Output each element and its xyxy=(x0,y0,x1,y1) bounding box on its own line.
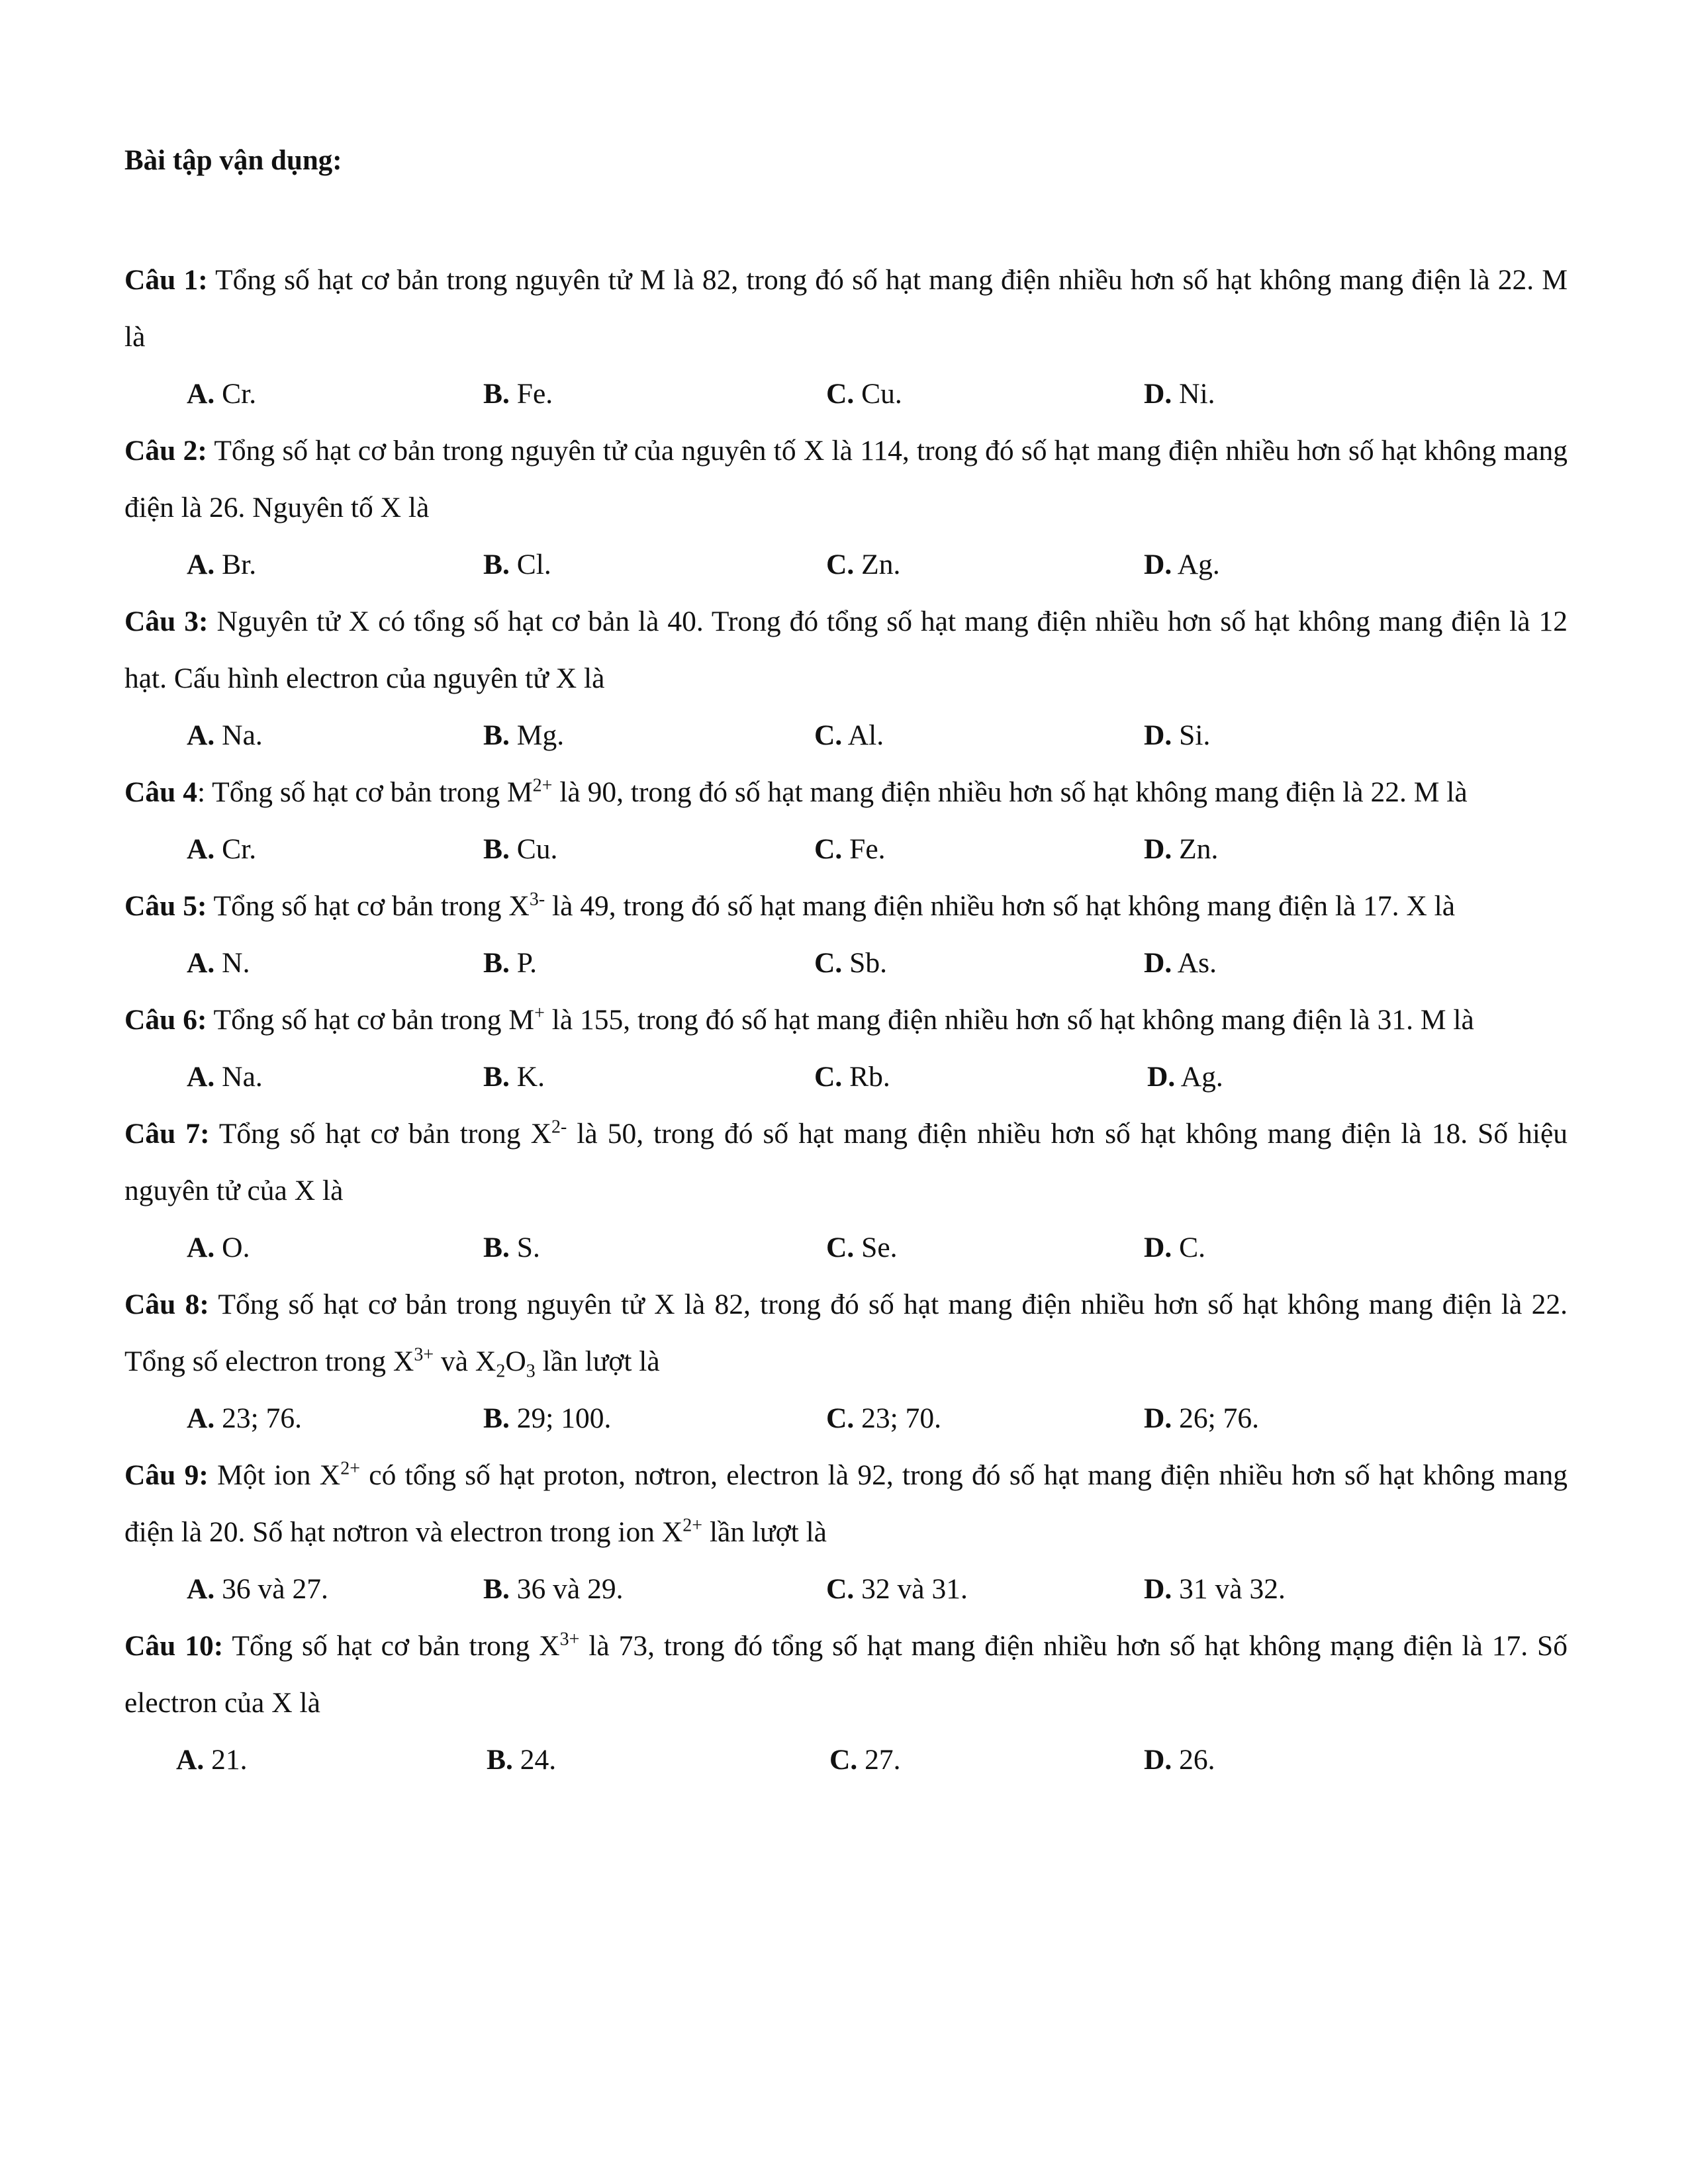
question-label: Câu 1: xyxy=(124,264,208,296)
option-text: Sb. xyxy=(842,947,887,979)
option-text: 21. xyxy=(204,1744,248,1776)
option-letter: A. xyxy=(187,947,215,979)
option-text: Cr. xyxy=(214,833,257,865)
option-a xyxy=(187,1390,302,1447)
stem-text: Tổng số hạt cơ bản trong X xyxy=(223,1630,560,1662)
option-d xyxy=(1144,1390,1259,1447)
option-a xyxy=(187,1561,328,1617)
option-b xyxy=(483,934,537,991)
option-text: Ag. xyxy=(1172,549,1220,580)
answer-options xyxy=(124,934,1568,991)
option-letter: D. xyxy=(1144,947,1172,979)
option-letter: A. xyxy=(187,719,215,751)
option-d xyxy=(1144,365,1215,422)
option-letter: C. xyxy=(826,1232,855,1263)
option-text: Na. xyxy=(214,1061,263,1093)
option-c xyxy=(826,365,902,422)
option-letter: B. xyxy=(483,833,510,865)
option-letter: D. xyxy=(1144,378,1172,410)
stem-text: Tổng số hạt cơ bản trong X xyxy=(209,1118,551,1150)
stem-text: có tổng số hạt proton, nơtron, electron là 92, trong đó số hạt mang điện nhiều hơn số hạt không mang điện là 20. Số hạt nơtron và electron trong ion X xyxy=(124,1459,1568,1548)
option-letter: A. xyxy=(187,1573,215,1605)
answer-options xyxy=(124,1048,1568,1105)
option-d xyxy=(1144,707,1210,764)
option-d xyxy=(1147,1048,1223,1105)
option-b xyxy=(483,1390,611,1447)
option-c xyxy=(826,536,900,593)
option-text: Al. xyxy=(842,719,884,751)
option-text: Rb. xyxy=(842,1061,890,1093)
option-letter: B. xyxy=(483,1061,510,1093)
stem-text: Nguyên tử X có tổng số hạt cơ bản là 40. Trong đó tổng số hạt mang điện nhiều hơn số hạt không mang điện là 12 hạt. Cấu hình electron của nguyên tử X là xyxy=(124,606,1568,694)
option-b xyxy=(483,1561,623,1617)
stem-text: là 50, trong đó số hạt mang điện nhiều hơn số hạt không mang điện là 18. Số hiệu nguyên tử của X là xyxy=(124,1118,1568,1206)
stem-text: lần lượt là xyxy=(535,1345,660,1377)
stem-text: Tổng số hạt cơ bản trong nguyên tử M là 82, trong đó số hạt mang điện nhiều hơn số hạt không mang điện là 22. M là xyxy=(124,264,1568,353)
option-text: Zn. xyxy=(854,549,901,580)
option-text: Cu. xyxy=(854,378,902,410)
stem-text: Tổng số hạt cơ bản trong nguyên tử của nguyên tố X là 114, trong đó số hạt mang điện nhiều hơn số hạt không mang điện là 26. Nguyên tố X là xyxy=(124,435,1568,523)
stem-text: : Tổng số hạt cơ bản trong M xyxy=(197,776,533,808)
option-a xyxy=(187,536,256,593)
option-text: C. xyxy=(1172,1232,1206,1263)
option-text: 27. xyxy=(857,1744,901,1776)
option-text: 36 và 27. xyxy=(214,1573,328,1605)
option-b xyxy=(483,821,557,878)
option-letter: C. xyxy=(826,1402,855,1434)
option-text: 23; 70. xyxy=(854,1402,942,1434)
question-list xyxy=(124,251,1568,1788)
option-letter: B. xyxy=(483,1573,510,1605)
option-letter: C. xyxy=(826,549,855,580)
option-d xyxy=(1144,536,1220,593)
option-letter: A. xyxy=(187,1232,215,1263)
answer-options xyxy=(124,1561,1568,1617)
stem-text: Tổng số hạt cơ bản trong X xyxy=(207,890,530,922)
subscript-index: 3 xyxy=(526,1361,536,1382)
option-text: Fe. xyxy=(509,378,553,410)
option-d xyxy=(1144,1731,1215,1788)
question-label: Câu 8: xyxy=(124,1289,209,1320)
option-a xyxy=(187,707,263,764)
question-stem xyxy=(124,251,1568,365)
question-label: Câu 3: xyxy=(124,606,209,637)
question-6 xyxy=(124,991,1568,1105)
option-letter: A. xyxy=(187,1402,215,1434)
option-a xyxy=(187,365,256,422)
option-text: Mg. xyxy=(509,719,565,751)
option-letter: B. xyxy=(483,378,510,410)
option-text: 31 và 32. xyxy=(1172,1573,1286,1605)
option-c xyxy=(814,934,887,991)
question-7 xyxy=(124,1105,1568,1276)
option-letter: A. xyxy=(187,378,215,410)
option-c xyxy=(826,1219,898,1276)
question-stem xyxy=(124,764,1568,821)
option-letter: B. xyxy=(483,947,510,979)
option-letter: D. xyxy=(1144,1232,1172,1263)
answer-options xyxy=(124,821,1568,878)
question-label: Câu 5: xyxy=(124,890,207,922)
option-text: 24. xyxy=(512,1744,557,1776)
option-letter: D. xyxy=(1144,1402,1172,1434)
option-text: Cr. xyxy=(214,378,257,410)
stem-text: Tổng số hạt cơ bản trong M xyxy=(207,1004,535,1036)
option-letter: D. xyxy=(1144,1744,1172,1776)
option-letter: C. xyxy=(829,1744,858,1776)
stem-text: là 90, trong đó số hạt mang điện nhiều hơn số hạt không mang điện là 22. M là xyxy=(552,776,1468,808)
option-letter: A. xyxy=(176,1744,205,1776)
question-1 xyxy=(124,251,1568,422)
option-c xyxy=(814,1048,890,1105)
option-text: Na. xyxy=(214,719,263,751)
option-text: 36 và 29. xyxy=(509,1573,624,1605)
stem-text: là 155, trong đó số hạt mang điện nhiều hơn số hạt không mang điện là 31. M là xyxy=(544,1004,1474,1036)
answer-options xyxy=(124,707,1568,764)
option-b xyxy=(483,707,564,764)
superscript-charge: 3+ xyxy=(414,1344,434,1365)
option-text: Cu. xyxy=(509,833,558,865)
superscript-charge: 3+ xyxy=(559,1629,580,1650)
superscript-charge: 3- xyxy=(529,889,545,910)
option-text: As. xyxy=(1172,947,1217,979)
question-9 xyxy=(124,1447,1568,1617)
option-text: 32 và 31. xyxy=(854,1573,968,1605)
option-letter: C. xyxy=(814,719,843,751)
stem-text: lần lượt là xyxy=(702,1516,827,1548)
option-b xyxy=(487,1731,556,1788)
option-d xyxy=(1144,821,1218,878)
option-text: Ni. xyxy=(1172,378,1215,410)
question-5 xyxy=(124,878,1568,991)
option-letter: B. xyxy=(483,719,510,751)
option-b xyxy=(483,536,551,593)
option-text: S. xyxy=(509,1232,540,1263)
superscript-charge: 2+ xyxy=(532,775,553,796)
stem-text: và X xyxy=(434,1345,496,1377)
question-stem xyxy=(124,422,1568,536)
option-letter: A. xyxy=(187,549,215,580)
question-stem xyxy=(124,1447,1568,1561)
superscript-charge: + xyxy=(534,1003,545,1024)
question-stem xyxy=(124,1617,1568,1731)
stem-text: là 49, trong đó số hạt mang điện nhiều hơn số hạt không mang điện là 17. X là xyxy=(545,890,1456,922)
question-label: Câu 9: xyxy=(124,1459,209,1491)
stem-text: O xyxy=(505,1345,526,1377)
option-b xyxy=(483,1048,545,1105)
option-c xyxy=(829,1731,901,1788)
option-letter: B. xyxy=(487,1744,513,1776)
option-text: Zn. xyxy=(1172,833,1219,865)
option-letter: C. xyxy=(814,833,843,865)
option-a xyxy=(187,821,256,878)
option-c xyxy=(826,1561,968,1617)
answer-options xyxy=(124,1731,1568,1788)
option-text: 26; 76. xyxy=(1172,1402,1260,1434)
option-letter: C. xyxy=(826,1573,855,1605)
answer-options xyxy=(124,536,1568,593)
section-heading: Bài tập vận dụng: xyxy=(124,145,342,176)
question-10 xyxy=(124,1617,1568,1788)
question-stem xyxy=(124,1105,1568,1219)
superscript-charge: 2- xyxy=(551,1116,567,1138)
option-c xyxy=(814,821,886,878)
question-stem xyxy=(124,593,1568,707)
option-letter: D. xyxy=(1147,1061,1176,1093)
option-a xyxy=(187,934,250,991)
option-a xyxy=(187,1219,250,1276)
option-letter: B. xyxy=(483,549,510,580)
question-label: Câu 7: xyxy=(124,1118,210,1150)
option-letter: C. xyxy=(826,378,855,410)
option-letter: D. xyxy=(1144,549,1172,580)
option-text: 23; 76. xyxy=(214,1402,303,1434)
option-letter: B. xyxy=(483,1232,510,1263)
option-c xyxy=(826,1390,941,1447)
question-stem xyxy=(124,991,1568,1048)
superscript-charge: 2+ xyxy=(340,1458,361,1479)
stem-text: Một ion X xyxy=(208,1459,341,1491)
option-letter: B. xyxy=(483,1402,510,1434)
question-4 xyxy=(124,764,1568,878)
option-b xyxy=(483,1219,540,1276)
question-label: Câu 6: xyxy=(124,1004,207,1036)
subscript-index: 2 xyxy=(496,1361,506,1382)
option-letter: A. xyxy=(187,1061,215,1093)
option-text: N. xyxy=(214,947,250,979)
answer-options xyxy=(124,1219,1568,1276)
question-8 xyxy=(124,1276,1568,1447)
option-text: 26. xyxy=(1172,1744,1215,1776)
option-text: Cl. xyxy=(509,549,551,580)
option-letter: D. xyxy=(1144,719,1172,751)
option-text: 29; 100. xyxy=(509,1402,612,1434)
option-letter: A. xyxy=(187,833,215,865)
option-d xyxy=(1144,1219,1205,1276)
option-b xyxy=(483,365,553,422)
option-text: O. xyxy=(214,1232,250,1263)
question-stem xyxy=(124,1276,1568,1390)
question-3 xyxy=(124,593,1568,764)
option-a xyxy=(187,1048,263,1105)
option-text: Fe. xyxy=(842,833,886,865)
superscript-charge: 2+ xyxy=(682,1515,703,1536)
option-text: P. xyxy=(509,947,538,979)
option-text: Si. xyxy=(1172,719,1211,751)
option-letter: D. xyxy=(1144,1573,1172,1605)
option-letter: C. xyxy=(814,1061,843,1093)
question-2 xyxy=(124,422,1568,593)
option-c xyxy=(814,707,884,764)
stem-text: là 73, trong đó tổng số hạt mang điện nhiều hơn số hạt không mạng điện là 17. Số electron của X là xyxy=(124,1630,1568,1719)
option-text: Br. xyxy=(214,549,257,580)
option-letter: D. xyxy=(1144,833,1172,865)
question-label: Câu 10: xyxy=(124,1630,224,1662)
stem-text: Tổng số hạt cơ bản trong nguyên tử X là 82, trong đó số hạt mang điện nhiều hơn số hạt không mang điện là 22. Tổng số electron trong X xyxy=(124,1289,1568,1377)
option-letter: C. xyxy=(814,947,843,979)
answer-options xyxy=(124,365,1568,422)
option-a xyxy=(176,1731,248,1788)
option-text: K. xyxy=(509,1061,545,1093)
option-text: Se. xyxy=(854,1232,898,1263)
option-d xyxy=(1144,934,1217,991)
question-label: Câu 2: xyxy=(124,435,207,467)
question-stem xyxy=(124,878,1568,934)
answer-options xyxy=(124,1390,1568,1447)
option-d xyxy=(1144,1561,1286,1617)
option-text: Ag. xyxy=(1175,1061,1223,1093)
question-label: Câu 4 xyxy=(124,776,197,808)
